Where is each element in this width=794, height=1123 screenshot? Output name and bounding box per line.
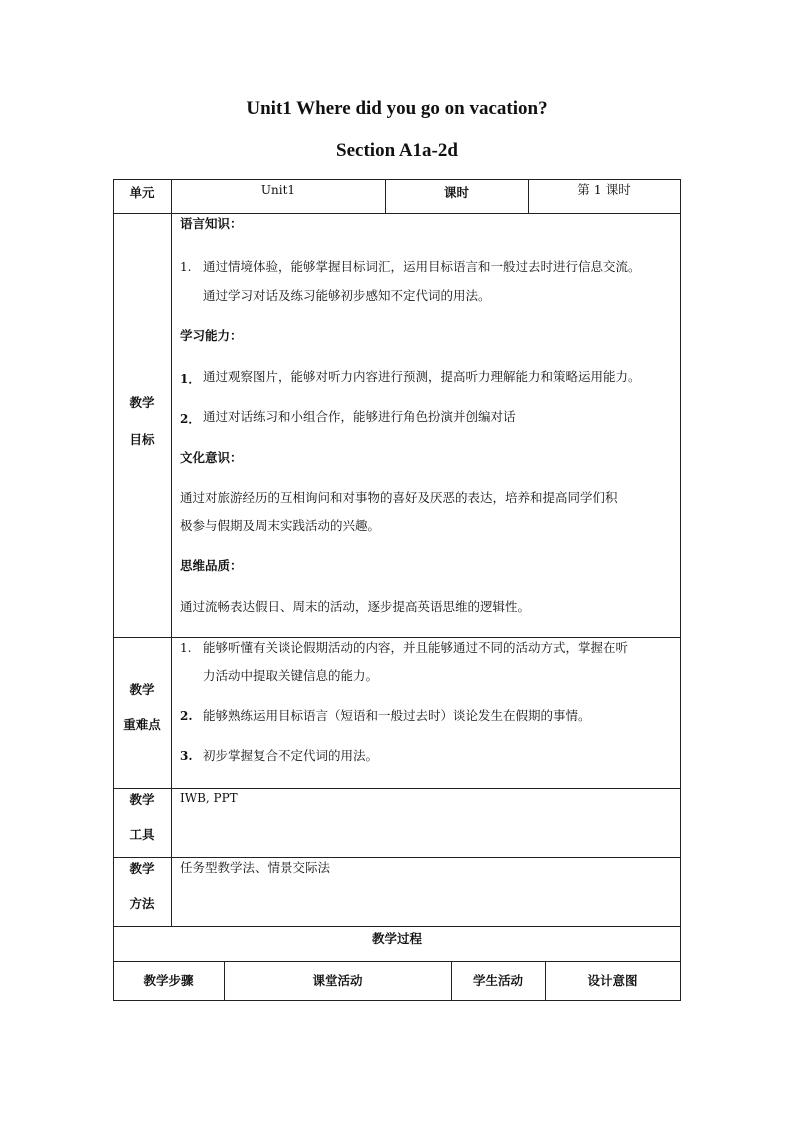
process-col-steps: 教学步骤: [143, 973, 194, 988]
document-title: Unit1 Where did you go on vacation?: [246, 98, 548, 119]
methods-value: 任务型教学法、情景交际法: [180, 860, 331, 875]
keypoint-text-3: 初步掌握复合不定代词的用法。: [203, 748, 379, 763]
process-col-student: 学生活动: [472, 973, 523, 988]
keypoint-num-1: 1.: [180, 641, 192, 655]
document-subtitle: Section A1a-2d: [336, 140, 458, 161]
tools-value: IWB, PPT: [180, 791, 238, 805]
culture-heading: 文化意识：: [180, 450, 243, 465]
ability-num-1: 1．: [180, 372, 201, 386]
keypoint-num-3: 3.: [180, 749, 193, 763]
thinking-text: 通过流畅表达假日、周末的活动，逐步提高英语思维的逻辑性。: [180, 599, 531, 614]
language-text-2: 通过学习对话及练习能够初步感知不定代词的用法。: [203, 288, 491, 303]
culture-text-2: 极参与假期及周末实践活动的兴趣。: [180, 518, 381, 533]
process-heading: 教学过程: [371, 931, 422, 946]
keypoints-label-1: 教学: [129, 682, 155, 697]
tools-label-2: 工具: [129, 827, 155, 842]
thinking-heading: 思维品质：: [180, 558, 243, 573]
tools-label-1: 教学: [129, 792, 155, 807]
keypoint-num-2: 2.: [180, 709, 193, 723]
period-value: 第 1 课时: [577, 182, 631, 197]
ability-text-1: 通过观察图片，能够对听力内容进行预测，提高听力理解能力和策略运用能力。: [203, 369, 641, 384]
ability-heading: 学习能力：: [180, 328, 243, 343]
keypoint-text-1b: 力活动中提取关键信息的能力。: [203, 668, 379, 683]
unit-value: Unit1: [260, 183, 296, 197]
objectives-label-1: 教学: [129, 395, 155, 410]
methods-label-1: 教学: [129, 861, 155, 876]
keypoint-text-1a: 能够听懂有关谈论假期活动的内容，并且能够通过不同的活动方式，掌握在听: [203, 640, 629, 655]
objectives-label-2: 目标: [129, 432, 155, 447]
keypoints-label-2: 重难点: [123, 717, 161, 732]
language-text-1: 通过情境体验，能够掌握目标词汇，运用目标语言和一般过去时进行信息交流。: [203, 259, 641, 274]
process-col-intent: 设计意图: [587, 973, 638, 988]
keypoint-text-2: 能够熟练运用目标语言（短语和一般过去时）谈论发生在假期的事情。: [203, 708, 591, 723]
ability-text-2: 通过对话练习和小组合作，能够进行角色扮演并创编对话: [203, 409, 516, 424]
language-heading: 语言知识：: [180, 216, 243, 231]
ability-num-2: 2．: [180, 412, 201, 426]
culture-text-1: 通过对旅游经历的互相询问和对事物的喜好及厌恶的表达，培养和提高同学们积: [180, 490, 618, 505]
period-label: 课时: [443, 185, 469, 200]
unit-label: 单元: [129, 185, 155, 200]
language-num: 1.: [180, 260, 192, 274]
methods-label-2: 方法: [129, 896, 155, 911]
process-col-activities: 课堂活动: [312, 973, 363, 988]
